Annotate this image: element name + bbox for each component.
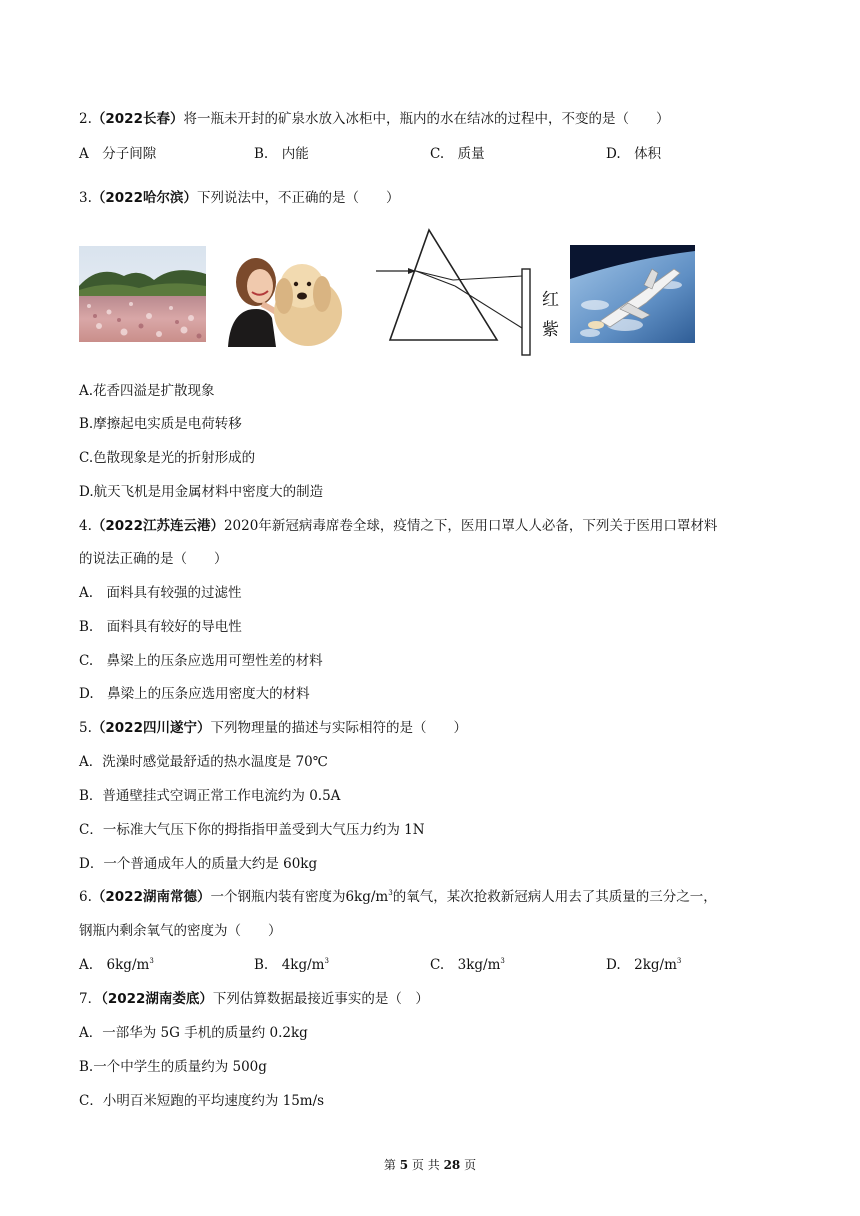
q3-option-c: C.色散现象是光的折射形成的 [79, 450, 256, 466]
question-5-stem [79, 719, 467, 737]
q5-option-b: B．普通壁挂式空调正常工作电流约为 0.5A [79, 788, 341, 804]
q4-option-d: D. 鼻梁上的压条应选用密度大的材料 [79, 686, 310, 702]
flower-field-image [79, 246, 206, 342]
woman-with-dog-image [226, 246, 348, 347]
question-number: 5. [79, 720, 92, 736]
current-page: 5 [399, 1158, 409, 1172]
question-source: （2022湖南常德） [91, 889, 211, 905]
q3-option-b: B.摩擦起电实质是电荷转移 [79, 416, 242, 432]
q7-option-a: A．一部华为 5G 手机的质量约 0.2kg [79, 1025, 308, 1041]
question-text: 下列物理量的描述与实际相符的是（ ） [210, 720, 467, 736]
q2-option-b: B. 内能 [254, 146, 309, 162]
question-6-stem-continued: 钢瓶内剩余氧气的密度为（ ） [79, 923, 282, 939]
question-4-stem [79, 517, 717, 535]
q5-option-c: C．一标准大气压下你的拇指指甲盖受到大气压力约为 1N [79, 822, 425, 838]
q7-option-b: B.一个中学生的质量约为 500g [79, 1059, 267, 1075]
question-number: 7． [79, 991, 102, 1007]
q3-option-d: D.航天飞机是用金属材料中密度大的制造 [79, 484, 324, 500]
prism-dispersion-diagram [370, 224, 570, 358]
question-text: 下列估算数据最接近事实的是（ ） [212, 991, 429, 1007]
q6-option-b: B. $4kg/m^3$ [254, 957, 329, 973]
q3-option-a: A.花香四溢是扩散现象 [79, 383, 215, 399]
question-text-continued: 的氧气，某次抢救新冠病人用去了其质量的三分之一， [392, 889, 717, 905]
question-number: 6. [79, 889, 92, 905]
space-plane-image [570, 245, 695, 343]
question-3-stem [79, 189, 399, 207]
q5-option-a: A．洗澡时感觉最舒适的热水温度是 70℃ [79, 754, 328, 770]
question-4-stem-continued: 的说法正确的是（ ） [79, 551, 228, 567]
question-text: 下列说法中，不正确的是（ ） [196, 190, 400, 206]
question-source: （2022长春） [91, 111, 184, 127]
q2-option-c: C. 质量 [430, 146, 485, 162]
question-2-stem [79, 110, 669, 128]
q4-option-a: A. 面料具有较强的过滤性 [79, 585, 242, 601]
q2-option-a: A 分子间隙 [79, 146, 157, 162]
superscript: 3 [388, 889, 393, 897]
question-text: 一个钢瓶内装有密度为6kg/m [210, 889, 389, 905]
q6-option-a: A. $6kg/m^3$ [79, 957, 154, 973]
q7-option-c: C．小明百米短跑的平均速度约为 15m/s [79, 1093, 325, 1109]
question-source: （2022江苏连云港） [91, 518, 224, 534]
q4-option-c: C. 鼻梁上的压条应选用可塑性差的材料 [79, 653, 323, 669]
question-text: 将一瓶未开封的矿泉水放入冰柜中，瓶内的水在结冰的过程中，不变的是（ ） [183, 111, 670, 127]
question-7-stem [79, 990, 429, 1008]
q6-option-c: C. $3kg/m^3$ [430, 957, 505, 973]
question-source: （2022哈尔滨） [91, 190, 197, 206]
page-footer: 第 5 页 共 28 页 [383, 1158, 477, 1172]
question-number: 3. [79, 190, 92, 206]
question-number: 2. [79, 111, 92, 127]
q2-option-d: D. 体积 [606, 146, 662, 162]
prism-label-violet: 紫 [542, 320, 559, 340]
q6-option-d: D. $2kg/m^3$ [606, 957, 682, 973]
question-source: （2022四川遂宁） [91, 720, 211, 736]
question-number: 4. [79, 518, 92, 534]
q5-option-d: D．一个普通成年人的质量大约是 60kg [79, 856, 318, 872]
prism-label-red: 红 [542, 290, 559, 310]
total-pages: 28 [443, 1158, 461, 1172]
question-6-stem [79, 888, 717, 906]
q4-option-b: B. 面料具有较好的导电性 [79, 619, 242, 635]
question-source: （2022湖南娄底） [101, 991, 213, 1007]
question-text: 2020年新冠病毒席卷全球，疫情之下，医用口罩人人必备，下列关于医用口罩材料 [223, 518, 718, 534]
